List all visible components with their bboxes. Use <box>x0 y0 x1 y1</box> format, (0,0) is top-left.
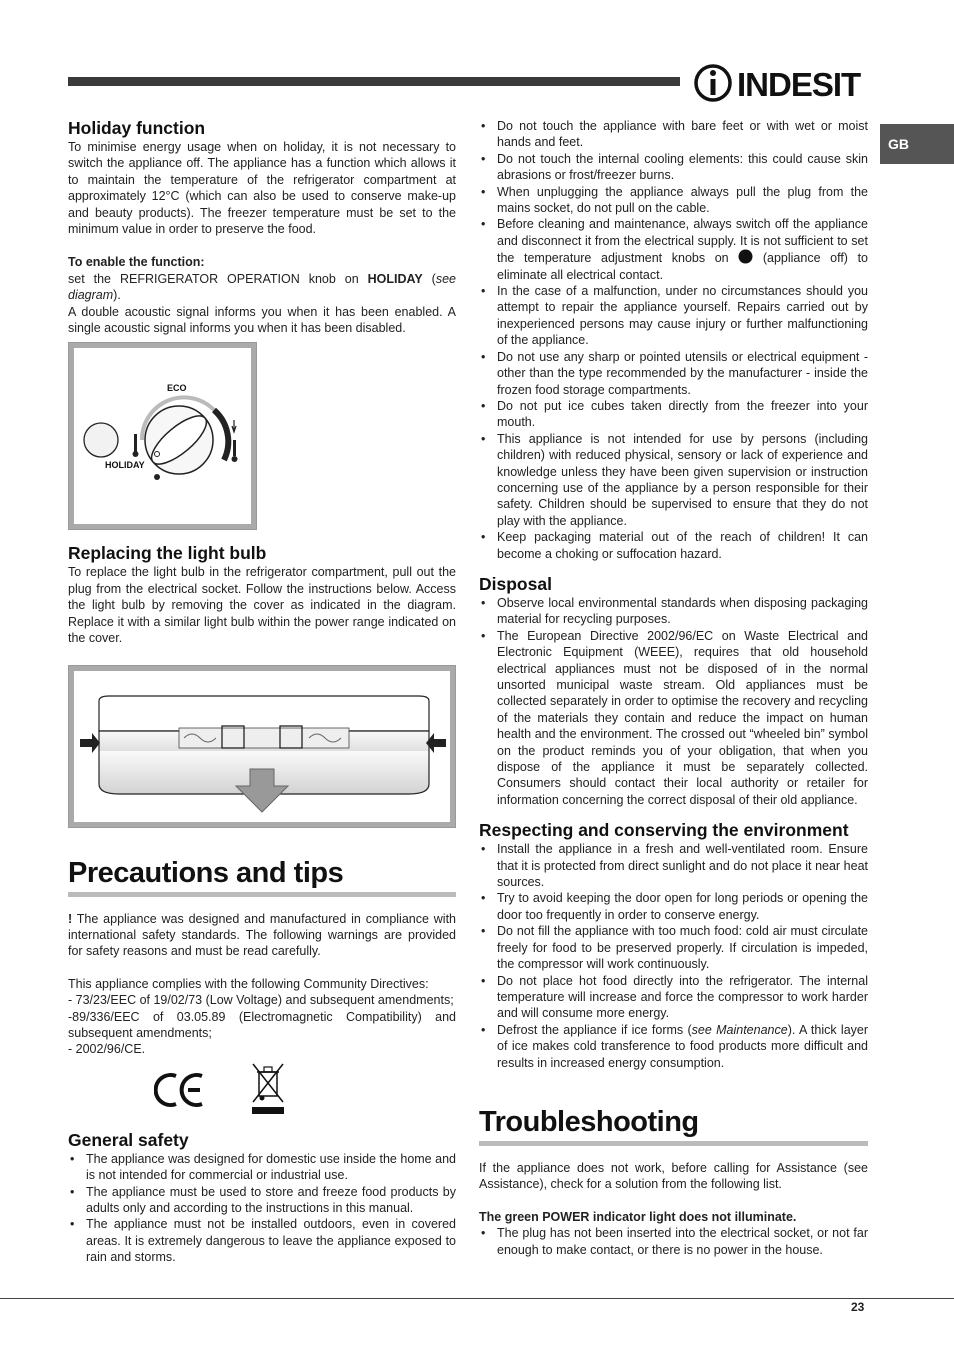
bulb-body: To replace the light bulb in the refrigerator compartment, pull out the plug from the electrical socket. Follow the instructions below. Access the light bulb by removing the cover as indicated in the diagram. Replace it with a similar light bulb within the power range indicated on the cover. <box>68 565 456 646</box>
light-bulb-diagram <box>68 665 456 828</box>
troubleshooting-subheading: The green POWER indicator light does not illuminate. <box>479 1209 797 1224</box>
header-bar <box>68 77 680 86</box>
troubleshooting-list <box>479 1225 868 1258</box>
disposal-list <box>479 595 868 808</box>
list-item: • In the case of a malfunction, under no circumstances should you attempt to repair the appliance yourself. Repairs carried out by inexperienced persons may cause injury or further malfunctioning of the appliance. <box>479 283 868 349</box>
list-item: • Do not put ice cubes taken directly from the freezer into your mouth. <box>479 398 868 431</box>
list-item: • The plug has not been inserted into the electrical socket, or not far enough to make contact, or there is no power in the house. <box>479 1225 868 1258</box>
logo-i-icon <box>693 60 733 106</box>
disposal-title: Disposal <box>479 573 552 594</box>
knob-eco-label: ECO <box>167 383 187 394</box>
list-item: • Install the appliance in a fresh and well-ventilated room. Ensure that it is protected from direct sunlight and do not place it near heat sources. <box>479 841 868 890</box>
list-item: • Do not touch the appliance with bare feet or with wet or moist hands and feet. <box>479 118 868 151</box>
page-number: 23 <box>851 1300 865 1314</box>
precautions-rule <box>68 892 456 897</box>
precautions-warning: ! The appliance was designed and manufactured in compliance with international safety standards. The following warnings are provided for safety reasons and must be read carefully. <box>68 911 456 959</box>
list-item: • Keep packaging material out of the reach of children! It can become a choking or suffocation hazard. <box>479 529 868 562</box>
directive-2: -89/336/EEC of 03.05.89 (Electromagnetic Compatibility) and subsequent amendments; <box>68 1009 456 1040</box>
right-column <box>479 118 868 1258</box>
troubleshooting-intro: If the appliance does not work, before calling for Assistance (see Assistance), check for a solution from the following list. <box>479 1160 868 1192</box>
left-column <box>68 118 456 1266</box>
ce-mark-icon <box>154 1070 206 1110</box>
directives-intro: This appliance complies with the following Community Directives: <box>68 976 429 991</box>
list-item: • The appliance must be used to store and freeze food products by adults only and according to the instructions in this manual. <box>68 1184 456 1217</box>
list-item: • Do not place hot food directly into the refrigerator. The internal temperature will increase and force the compressor to work harder and will consume more energy. <box>479 973 868 1022</box>
knob-holiday-label: HOLIDAY <box>105 460 145 471</box>
list-item-defrost: • Defrost the appliance if ice forms (see Maintenance). A thick layer of ice makes cold transference to food products more difficult and results in increased energy consumption. <box>479 1022 868 1071</box>
knob-illustration <box>74 348 251 524</box>
holiday-knob-diagram <box>68 342 257 530</box>
troubleshooting-heading: Troubleshooting <box>479 1105 699 1138</box>
environment-list <box>479 841 868 1071</box>
light-cover-illustration <box>74 671 450 822</box>
list-item: • Do not fill the appliance with too much food: cold air must circulate freely for food to be preserved properly. If circulation is impeded, the compressor will work continuously. <box>479 923 868 972</box>
list-item: • This appliance is not intended for use by persons (including children) with reduced physical, sensory or lack of experience and knowledge unless they have been given supervision or instruction concerning use of the appliance by a person responsible for their safety. Children should be supervised to ensure that they do not play with the appliance. <box>479 431 868 529</box>
list-item: • Do not use any sharp or pointed utensils or electrical equipment - other than the type recommended by the manufacturer - inside the frozen food storage compartments. <box>479 349 868 398</box>
weee-bin-icon <box>249 1060 289 1116</box>
off-position-icon <box>738 249 753 264</box>
list-item: • Observe local environmental standards when disposing packaging material for recycling purposes. <box>479 595 868 628</box>
brand-name: INDESIT <box>737 66 861 103</box>
holiday-body: To minimise energy usage when on holiday, it is not necessary to switch the appliance off. The appliance has a function which allows it to maintain the temperature of the refrigerator compartment at approximately 12°C (which can also be used to conserve make-up and beauty products). The freezer temperature must be set to the minimum value in order to preserve the food. <box>68 140 456 237</box>
holiday-title: Holiday function <box>68 118 206 138</box>
list-item: • The European Directive 2002/96/EC on Waste Electrical and Electronic Equipment (WEEE), requires that old household electrical appliances must not be disposed of in the normal unsorted municipal waste stream. Old appliances must be collected separately in order to optimise the recovery and recycling of the materials they contain and reduce the impact on human health and the environment. The crossed out “wheeled bin” symbol on the product reminds you of your obligation, that when you dispose of the appliance it must be separately collected. Consumers should contact their local authority or retailer for information concerning the correct disposal of their old appliance. <box>479 628 868 808</box>
environment-title: Respecting and conserving the environment <box>479 820 849 841</box>
general-safety-list <box>68 1151 456 1266</box>
footer-rule <box>0 1298 954 1299</box>
list-item-cleaning: • Before cleaning and maintenance, always switch off the appliance and disconnect it from the electrical supply. It is not sufficient to set the temperature adjustment knobs on (appliance off) to eliminate all electrical contact. <box>479 216 868 283</box>
enable-text: set the REFRIGERATOR OPERATION knob on HOLIDAY (see diagram). <box>68 271 457 303</box>
signal-text: A double acoustic signal informs you when it has been enabled. A single acoustic signal informs you when it has been disabled. <box>68 304 456 336</box>
compliance-marks <box>68 1058 456 1120</box>
indesit-logo <box>693 60 868 106</box>
list-item: • The appliance was designed for domestic use inside the home and is not intended for commercial or industrial use. <box>68 1151 456 1184</box>
general-safety-title: General safety <box>68 1129 189 1150</box>
safety-list <box>479 118 868 562</box>
list-item: • Do not touch the internal cooling elements: this could cause skin abrasions or frost/freezer burns. <box>479 151 868 184</box>
directive-1: - 73/23/EEC of 19/02/73 (Low Voltage) and subsequent amendments; <box>68 993 454 1008</box>
enable-title: To enable the function: <box>68 255 205 270</box>
directive-3: - 2002/96/CE. <box>68 1042 146 1057</box>
troubleshooting-rule <box>479 1141 868 1146</box>
bulb-title: Replacing the light bulb <box>68 543 267 564</box>
list-item: • The appliance must not be installed outdoors, even in covered areas. It is extremely dangerous to leave the appliance exposed to rain and storms. <box>68 1216 456 1265</box>
list-item: • When unplugging the appliance always pull the plug from the mains socket, do not pull on the cable. <box>479 184 868 217</box>
language-tab: GB <box>880 124 954 164</box>
precautions-heading: Precautions and tips <box>68 856 344 889</box>
list-item: • Try to avoid keeping the door open for long periods or opening the door too frequently in order to conserve energy. <box>479 890 868 923</box>
